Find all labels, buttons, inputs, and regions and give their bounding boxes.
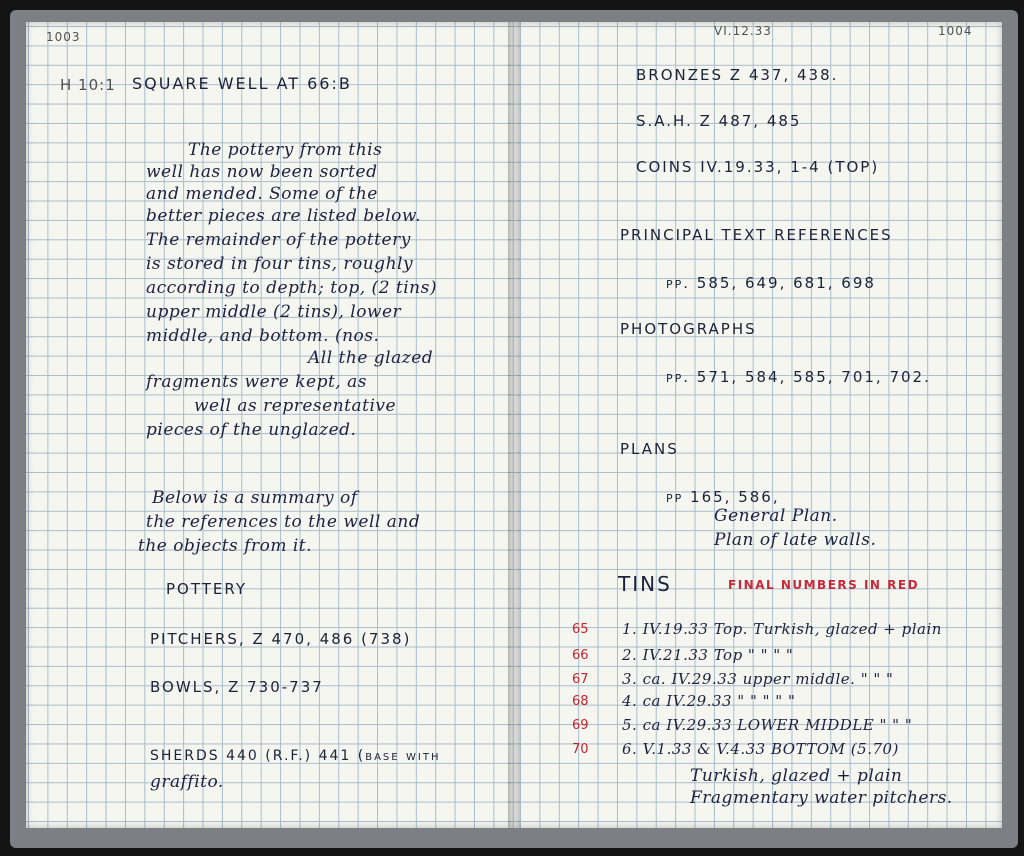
sah-entry: S.A.H. Z 487, 485	[636, 112, 802, 130]
bowls-entry: BOWLS, Z 730-737	[150, 678, 324, 696]
paragraph-line: is stored in four tins, roughly	[146, 254, 414, 274]
left-page-number: 1003	[46, 30, 81, 44]
tin-entry: 2. IV.21.33 Top " " " "	[622, 646, 794, 664]
plans-general: General Plan.	[714, 506, 838, 526]
photographs-heading: PHOTOGRAPHS	[620, 320, 757, 338]
tin-final-number: 68	[572, 694, 589, 709]
tin-final-number: 66	[572, 648, 589, 663]
tins-extra-note: Turkish, glazed + plain	[690, 766, 903, 786]
paragraph-line: well as representative	[194, 396, 397, 416]
left-page	[26, 22, 514, 828]
tin-final-number: 67	[572, 672, 589, 687]
tin-entry: 6. V.1.33 & V.4.33 BOTTOM (5.70)	[622, 740, 899, 758]
paragraph-line: All the glazed	[308, 348, 434, 368]
paragraph-line: and mended. Some of the	[146, 184, 378, 204]
sherds-entry-cont: graffito.	[150, 772, 224, 792]
paragraph-line: according to depth; top, (2 tins)	[146, 278, 437, 298]
ref-code: H 10:1	[60, 76, 116, 94]
pottery-heading: POTTERY	[166, 580, 248, 598]
tins-heading: TINS	[618, 572, 672, 596]
tin-final-number: 70	[572, 742, 589, 757]
tins-extra-note: Fragmentary water pitchers.	[690, 788, 953, 808]
tin-entry: 1. IV.19.33 Top. Turkish, glazed + plain	[622, 620, 942, 638]
paragraph-line: The pottery from this	[188, 140, 383, 160]
coins-entry: COINS IV.19.33, 1-4 (TOP)	[636, 158, 880, 176]
paragraph-line: better pieces are listed below.	[146, 206, 421, 226]
tin-entry: 5. ca IV.29.33 LOWER MIDDLE " " "	[622, 716, 913, 734]
principal-references-heading: PRINCIPAL TEXT REFERENCES	[620, 226, 893, 244]
pitchers-entry: PITCHERS, Z 470, 486 (738)	[150, 630, 412, 648]
tin-final-number: 65	[572, 622, 589, 637]
summary-line: Below is a summary of	[152, 488, 358, 508]
right-page-number: 1004	[938, 24, 973, 38]
sherds-entry: SHERDS 440 (R.F.) 441 (base with	[150, 748, 441, 764]
summary-line: the references to the well and	[146, 512, 421, 532]
principal-references-pages: pp. 585, 649, 681, 698	[666, 274, 876, 292]
bronzes-entry: BRONZES Z 437, 438.	[636, 66, 839, 84]
photographs-pages: pp. 571, 584, 585, 701, 702.	[666, 368, 931, 386]
paragraph-line: fragments were kept, as	[146, 372, 367, 392]
plans-late-walls: Plan of late walls.	[714, 530, 877, 550]
tin-entry: 3. ca. IV.29.33 upper middle. " " "	[622, 670, 894, 688]
tin-entry: 4. ca IV.29.33 " " " " "	[622, 692, 796, 710]
page-heading: SQUARE WELL AT 66:B	[132, 74, 352, 93]
paragraph-line: The remainder of the pottery	[146, 230, 411, 250]
page-date: VI.12.33	[714, 24, 772, 38]
page-gutter	[508, 22, 520, 828]
right-page	[514, 22, 1002, 828]
tin-final-number: 69	[572, 718, 589, 733]
summary-line: the objects from it.	[138, 536, 313, 556]
tins-note: FINAL NUMBERS IN RED	[728, 578, 920, 592]
paragraph-line: upper middle (2 tins), lower	[146, 302, 402, 322]
paragraph-line: pieces of the unglazed.	[146, 420, 357, 440]
plans-heading: PLANS	[620, 440, 679, 458]
paragraph-line: well has now been sorted	[146, 162, 378, 182]
plans-pages: pp 165, 586,	[666, 488, 780, 506]
paragraph-line: middle, and bottom. (nos.	[146, 326, 380, 346]
